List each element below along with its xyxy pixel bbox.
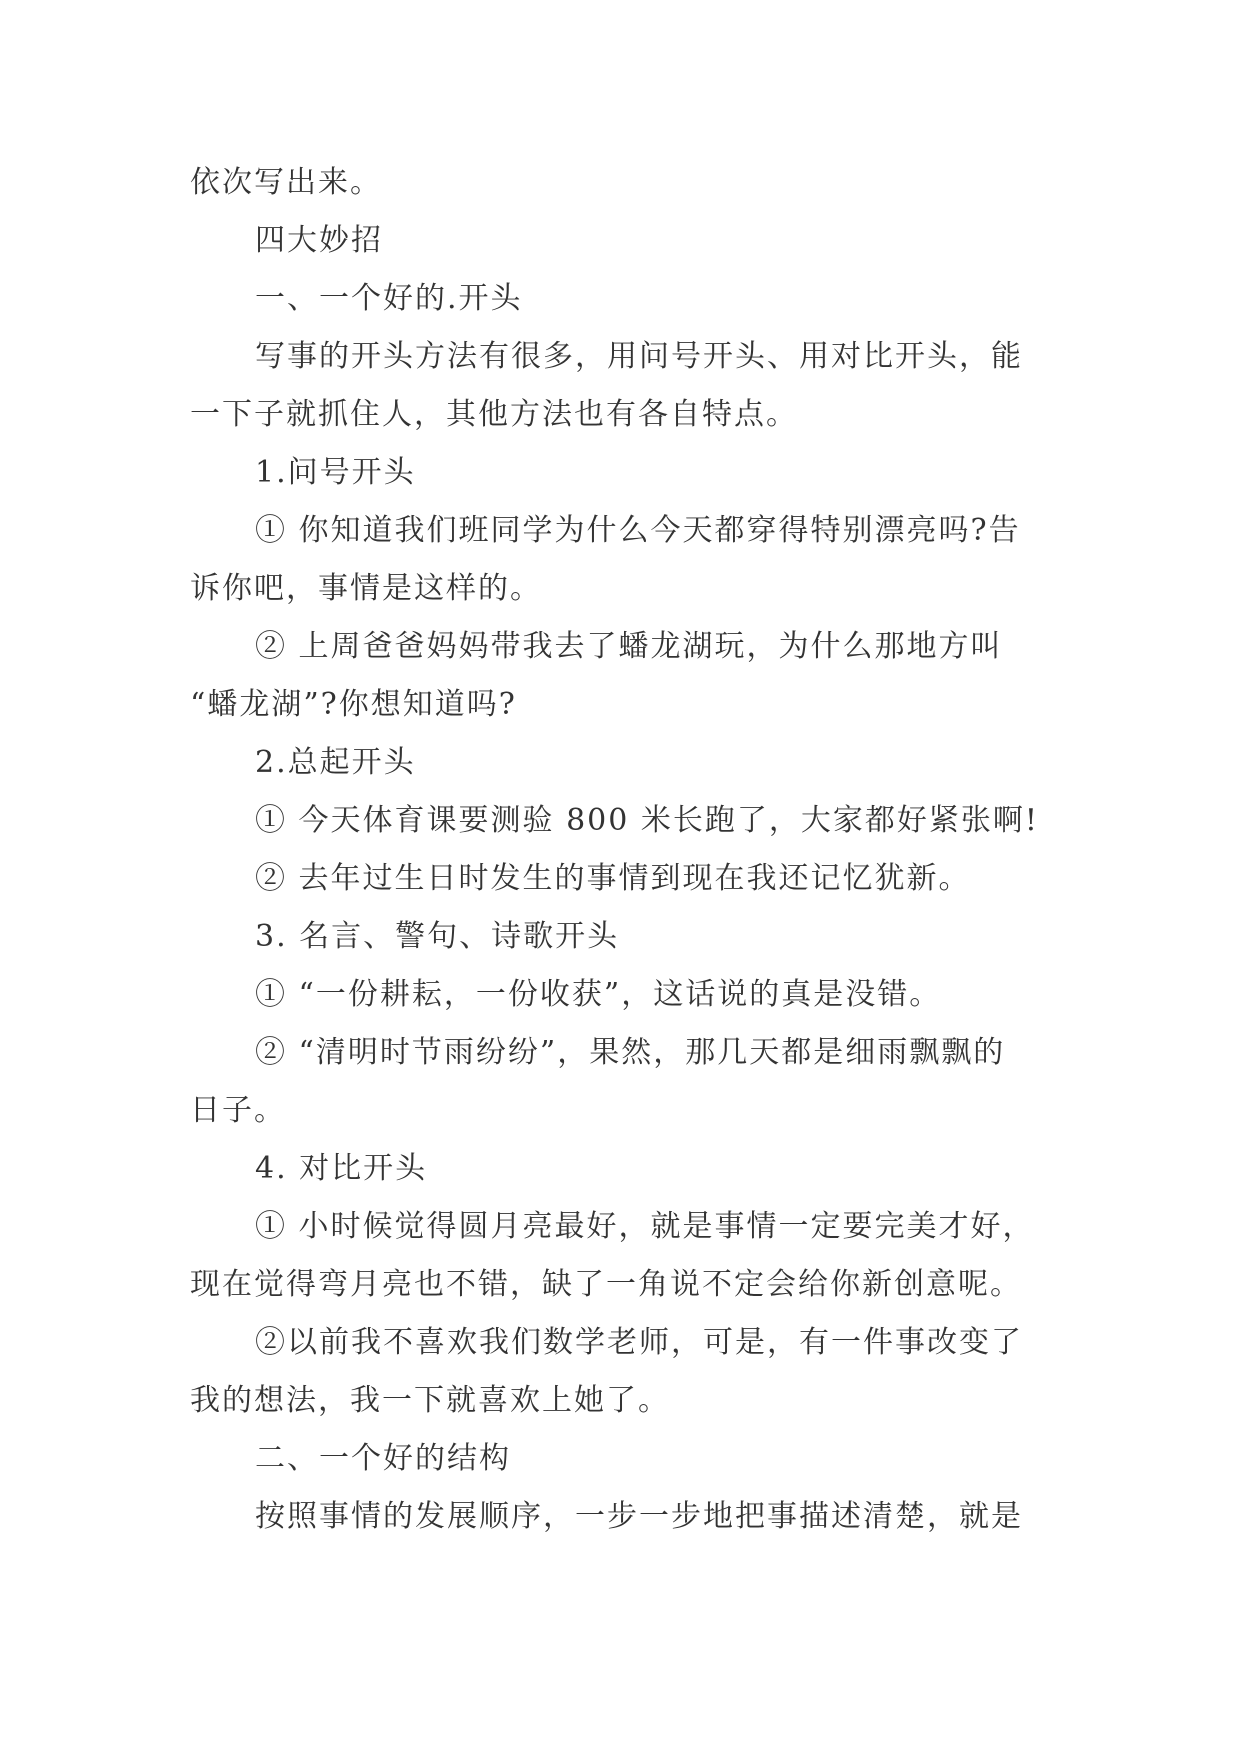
text-line: 按照事情的发展顺序，一步一步地把事描述清楚，就是 [255, 1499, 1023, 1534]
text-line: 1.问号开头 [255, 455, 416, 490]
text-line: ① 今天体育课要测验 800 米长跑了，大家都好紧张啊! [255, 803, 1039, 838]
text-line: 二、一个好的结构 [255, 1441, 511, 1476]
text-line: 3. 名言、警句、诗歌开头 [255, 919, 620, 954]
text-line: 诉你吧，事情是这样的。 [190, 571, 542, 606]
text-line: “蟠龙湖”?你想知道吗? [190, 687, 517, 722]
text-line: ① 你知道我们班同学为什么今天都穿得特别漂亮吗?告 [255, 513, 1021, 548]
text-line: ① 小时候觉得圆月亮最好，就是事情一定要完美才好， [255, 1209, 1035, 1244]
text-line: 现在觉得弯月亮也不错，缺了一角说不定会给你新创意呢。 [190, 1267, 1022, 1302]
text-line: 一、一个好的.开头 [255, 281, 523, 316]
text-line: 写事的开头方法有很多，用问号开头、用对比开头，能 [255, 339, 1023, 374]
text-line: 我的想法，我一下就喜欢上她了。 [190, 1383, 670, 1418]
text-line: ②以前我不喜欢我们数学老师，可是，有一件事改变了 [255, 1325, 1023, 1360]
text-line: 依次写出来。 [190, 165, 382, 200]
text-line: ② 上周爸爸妈妈带我去了蟠龙湖玩，为什么那地方叫 [255, 629, 1003, 664]
text-line: ② 去年过生日时发生的事情到现在我还记忆犹新。 [255, 861, 971, 896]
document-body [190, 154, 1050, 1546]
text-line: ② “清明时节雨纷纷”，果然，那几天都是细雨飘飘的 [255, 1035, 1006, 1070]
text-line: 2.总起开头 [255, 745, 416, 780]
text-line: ① “一份耕耘，一份收获”，这话说的真是没错。 [255, 977, 942, 1012]
text-line: 日子。 [190, 1093, 286, 1128]
text-line: 4. 对比开头 [255, 1151, 428, 1186]
text-line: 四大妙招 [255, 223, 383, 258]
text-line: 一下子就抓住人，其他方法也有各自特点。 [190, 397, 798, 432]
